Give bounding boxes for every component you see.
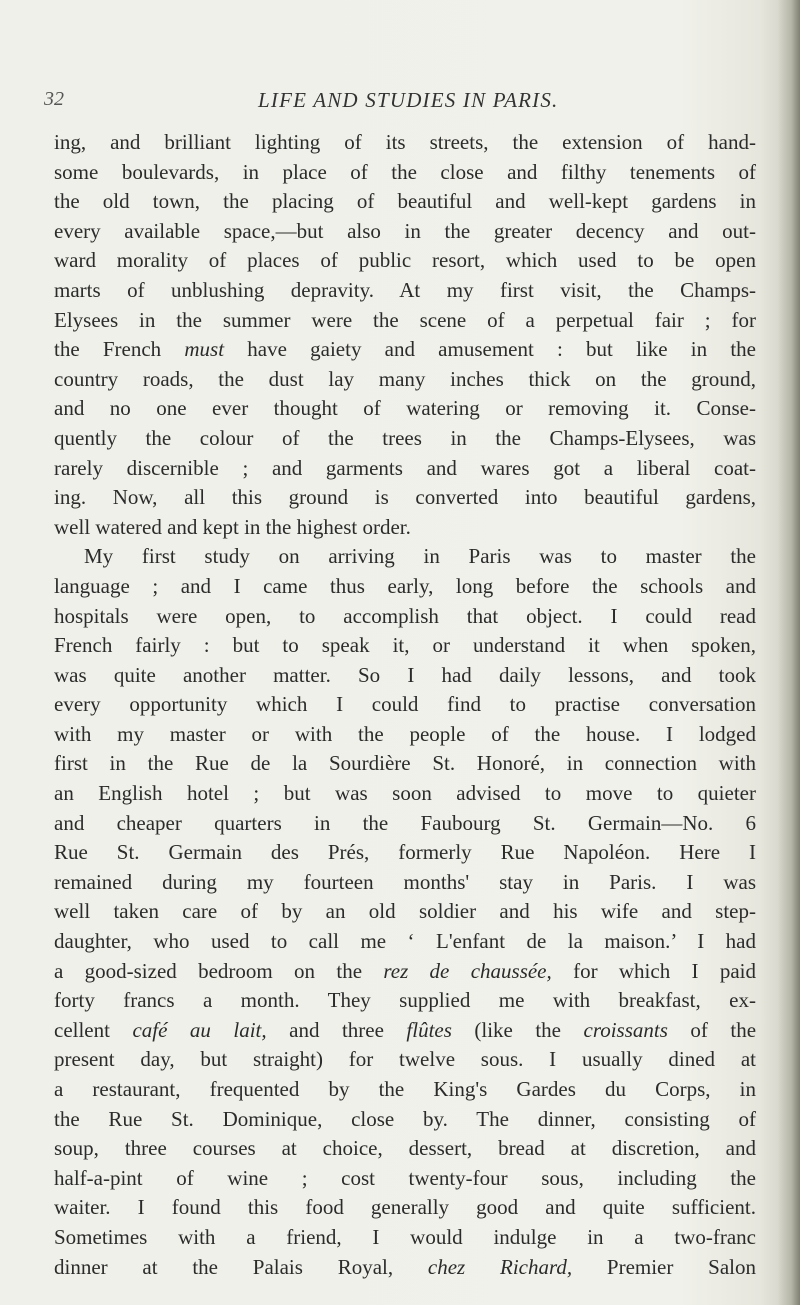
text-line (54, 838, 756, 868)
text-span: rarely discernible ; and garments and wares got a liberal coat- (54, 455, 756, 480)
text-span: My first study on arriving in Paris was to master the (84, 544, 756, 569)
text-line (54, 158, 756, 188)
text-line (54, 690, 756, 720)
text-span: marts of unblushing depravity. At my first visit, the Champs- (54, 277, 756, 302)
text-line (54, 1193, 756, 1223)
text-line (54, 779, 756, 809)
text-span: with my master or with the people of the house. I lodged (54, 721, 756, 746)
running-title: LIFE AND STUDIES IN PARIS. (258, 88, 559, 112)
text-span: of the (667, 1017, 756, 1042)
text-span: French fairly : but to speak it, or understand it when spoken, (54, 633, 756, 658)
text-line (54, 1253, 756, 1283)
text-line (54, 1016, 756, 1046)
text-span: dinner at the Palais Royal, (54, 1254, 428, 1279)
text-line (54, 957, 756, 987)
text-span: was quite another matter. So I had daily lessons, and took (54, 662, 756, 687)
text-line (54, 631, 756, 661)
text-span: an English hotel ; but was soon advised to move to quieter (54, 781, 756, 806)
text-line (54, 542, 756, 572)
italic-text: croissants (583, 1017, 668, 1042)
text-line (54, 809, 756, 839)
text-line (54, 1134, 756, 1164)
text-span: cellent (54, 1017, 133, 1042)
text-span: waiter. I found this food generally good and quite sufficient. (54, 1195, 756, 1220)
text-span: and cheaper quarters in the Faubourg St. Germain—No. 6 (54, 810, 756, 835)
text-span: the French (54, 337, 185, 362)
text-span: country roads, the dust lay many inches thick on the ground, (54, 366, 756, 391)
text-span: Elysees in the summer were the scene of a perpetual fair ; for (54, 307, 756, 332)
text-span: well watered and kept in the highest order. (54, 514, 411, 539)
italic-text: chez Richard, (427, 1254, 573, 1279)
text-span: Sometimes with a friend, I would indulge in a two-franc (54, 1224, 756, 1249)
italic-text: café au lait, (132, 1017, 267, 1042)
text-span: every opportunity which I could find to practise conversation (54, 692, 756, 717)
text-span: and no one ever thought of watering or removing it. Conse- (54, 396, 756, 421)
text-line (54, 1105, 756, 1135)
text-line (54, 513, 756, 543)
text-line (54, 128, 756, 158)
text-span: half-a-pint of wine ; cost twenty-four sous, including the (54, 1165, 756, 1190)
text-span: ing, and brilliant lighting of its streets, the extension of hand- (54, 130, 756, 154)
page-number: 32 (44, 88, 64, 110)
text-span: ward morality of places of public resort, which used to be open (54, 248, 756, 273)
text-line (54, 1164, 756, 1194)
text-span: ing. Now, all this ground is converted into beautiful gardens, (54, 485, 756, 510)
text-span: daughter, who used to call me ‘ L'enfant de la maison.’ I had (54, 929, 756, 954)
text-line (54, 217, 756, 247)
text-line (54, 335, 756, 365)
text-line (54, 276, 756, 306)
text-span: the Rue St. Dominique, close by. The dinner, consisting of (54, 1106, 756, 1131)
text-span: a restaurant, frequented by the King's Gardes du Corps, in (54, 1077, 756, 1101)
text-line (54, 927, 756, 957)
text-span: well taken care of by an old soldier and his wife and step- (54, 899, 756, 924)
text-span: language ; and I came thus early, long before the schools and (54, 573, 756, 598)
text-line (54, 1223, 756, 1253)
text-line (54, 720, 756, 750)
italic-text: flûtes (406, 1017, 452, 1042)
text-line (54, 602, 756, 632)
text-span: for which I paid (551, 958, 756, 983)
text-span: Rue St. Germain des Prés, formerly Rue Napoléon. Here I (54, 840, 756, 865)
text-span: remained during my fourteen months' stay in Paris. I was (54, 869, 756, 894)
text-line (54, 661, 756, 691)
text-line (54, 365, 756, 395)
text-span: hospitals were open, to accomplish that object. I could read (54, 603, 756, 628)
text-line (54, 1075, 756, 1105)
text-line (54, 749, 756, 779)
text-span: quently the colour of the trees in the Champs-Elysees, was (54, 425, 756, 450)
text-span: the old town, the placing of beautiful and well-kept gardens in (54, 189, 756, 214)
text-line (54, 868, 756, 898)
text-span: forty francs a month. They supplied me with breakfast, ex- (54, 988, 756, 1013)
text-line (54, 424, 756, 454)
text-line (54, 306, 756, 336)
body-text (54, 128, 756, 1282)
text-span: soup, three courses at choice, dessert, bread at discretion, and (54, 1136, 756, 1161)
text-span: and three (266, 1017, 407, 1042)
text-line (54, 986, 756, 1016)
text-span: a good-sized bedroom on the (54, 958, 384, 983)
text-line (54, 246, 756, 276)
text-span: first in the Rue de la Sourdière St. Honoré, in connection with (54, 751, 756, 776)
text-span: some boulevards, in place of the close and filthy tenements of (54, 159, 756, 184)
text-line (54, 1045, 756, 1075)
text-line (54, 394, 756, 424)
page-header (0, 88, 800, 118)
text-span: (like the (451, 1017, 584, 1042)
text-line (54, 454, 756, 484)
text-line (54, 187, 756, 217)
text-line (54, 572, 756, 602)
italic-text: rez de chaussée, (383, 958, 552, 983)
text-line (54, 897, 756, 927)
text-span: have gaiety and amusement : but like in the (224, 337, 756, 362)
text-span: present day, but straight) for twelve sous. I usually dined at (54, 1047, 756, 1072)
text-span: every available space,—but also in the greater decency and out- (54, 218, 756, 243)
italic-text: must (184, 337, 225, 362)
text-span: Premier Salon (572, 1254, 756, 1279)
text-line (54, 483, 756, 513)
page-edge-shadow (778, 0, 800, 1305)
